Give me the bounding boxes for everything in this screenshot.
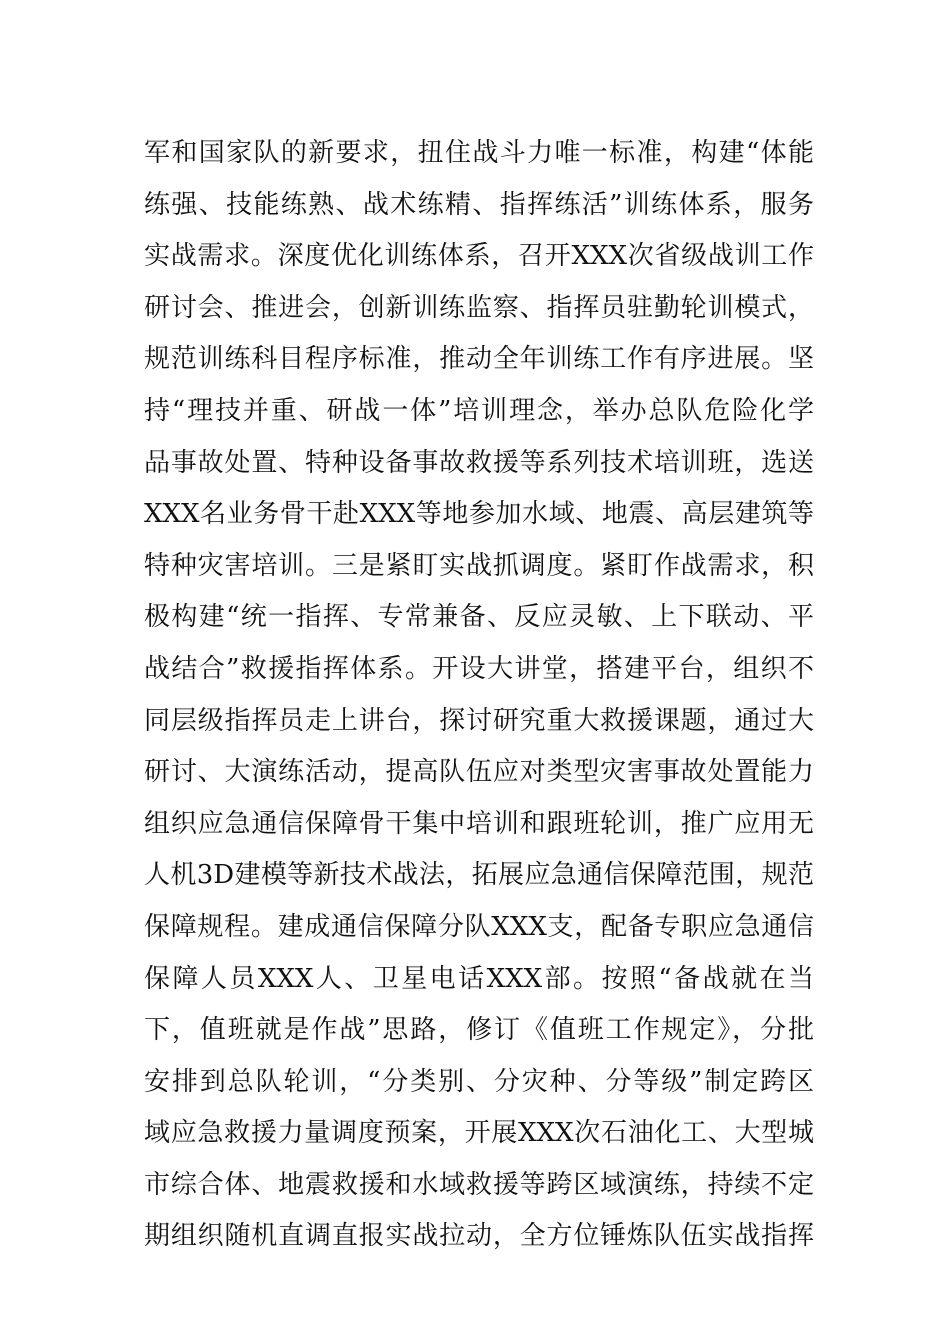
text-line: 规范训练科目程序标准，推动全年训练工作有序进展。坚: [144, 344, 814, 375]
text-line: 极构建“统一指挥、专常兼备、反应灵敏、上下联动、平: [144, 602, 814, 633]
text-line: 练强、技能练熟、战术练精、指挥练活”训练体系，服务: [144, 189, 814, 220]
text-line: 期组织随机直调直报实战拉动，全方位锤炼队伍实战指挥: [144, 1221, 814, 1252]
text-line: 人机3D建模等新技术战法，拓展应急通信保障范围，规范: [144, 860, 814, 891]
body-paragraph: [144, 128, 814, 1263]
text-line: 组织应急通信保障骨干集中培训和跟班轮训，推广应用无: [144, 808, 814, 839]
text-line: 军和国家队的新要求，扭住战斗力唯一标准，构建“体能: [144, 138, 814, 168]
text-line: 保障人员XXX人、卫星电话XXX部。按照“备战就在当: [144, 963, 814, 994]
text-line: 同层级指挥员走上讲台，探讨研究重大救援课题，通过大: [144, 705, 814, 736]
text-line: 战结合”救援指挥体系。开设大讲堂，搭建平台，组织不: [144, 653, 814, 684]
text-line: 研讨会、推进会，创新训练监察、指挥员驻勤轮训模式，: [144, 292, 814, 323]
text-line: 安排到总队轮训，“分类别、分灾种、分等级”制定跨区: [144, 1066, 814, 1097]
text-line: 特种灾害培训。三是紧盯实战抓调度。紧盯作战需求，积: [144, 550, 814, 581]
text-line: 持“理技并重、研战一体”培训理念，举办总队危险化学: [144, 395, 814, 426]
text-line: 市综合体、地震救援和水域救援等跨区域演练，持续不定: [144, 1169, 814, 1200]
text-line: 实战需求。深度优化训练体系，召开XXX次省级战训工作: [144, 241, 814, 272]
text-line: 品事故处置、特种设备事故救援等系列技术培训班，选送: [144, 447, 814, 478]
text-line: 研讨、大演练活动，提高队伍应对类型灾害事故处置能力: [144, 757, 814, 788]
text-line: 保障规程。建成通信保障分队XXX支，配备专职应急通信: [144, 911, 814, 942]
text-line: 下，值班就是作战”思路，修订《值班工作规定》，分批: [144, 1015, 814, 1046]
text-line: XXX名业务骨干赴XXX等地参加水域、地震、高层建筑等: [144, 499, 814, 530]
text-line: 域应急救援力量调度预案，开展XXX次石油化工、大型城: [144, 1118, 814, 1149]
